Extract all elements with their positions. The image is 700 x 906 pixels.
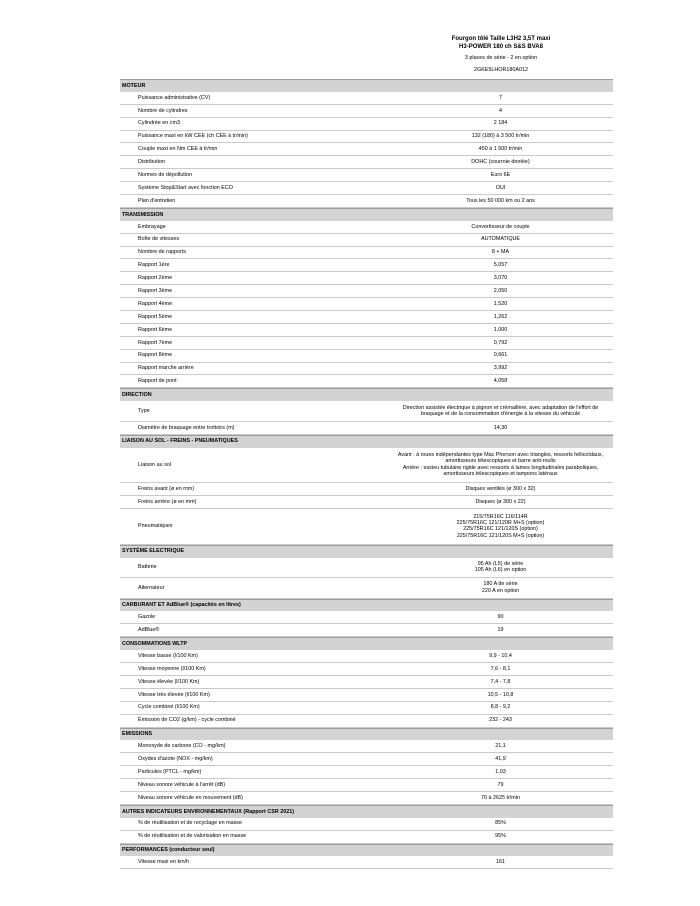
spec-row bbox=[120, 247, 613, 260]
spec-value bbox=[388, 833, 613, 839]
spec-label: Vitesse très élevée (l/100 Km) bbox=[138, 691, 210, 698]
spec-value bbox=[388, 198, 613, 204]
spec-value bbox=[388, 820, 613, 826]
spec-value-line: 7,6 - 8,1 bbox=[490, 665, 511, 672]
spec-label: Freins avant (ø en mm) bbox=[138, 485, 195, 492]
spec-label: Batterie bbox=[138, 564, 157, 571]
section-title: LIAISON AU SOL - FREINS - PNEUMATIQUES bbox=[122, 438, 238, 445]
spec-value bbox=[388, 499, 613, 505]
spec-row bbox=[120, 792, 613, 805]
spec-value-line: 3,070 bbox=[493, 275, 508, 282]
spec-row bbox=[120, 753, 613, 766]
spec-value bbox=[388, 378, 613, 384]
spec-value-line: 8,8 - 9,2 bbox=[490, 704, 511, 711]
spec-row bbox=[120, 779, 613, 792]
spec-value bbox=[388, 486, 613, 492]
spec-value bbox=[388, 405, 613, 418]
spec-row bbox=[120, 702, 613, 715]
spec-value bbox=[388, 859, 613, 865]
section-title: EMISSIONS bbox=[122, 731, 152, 738]
spec-row bbox=[120, 422, 613, 435]
spec-value-line: 2 184 bbox=[493, 120, 508, 127]
spec-row bbox=[120, 558, 613, 579]
spec-value bbox=[388, 704, 613, 710]
spec-row bbox=[120, 363, 613, 376]
spec-row bbox=[120, 578, 613, 599]
spec-value-line: 161 bbox=[496, 859, 505, 866]
spec-row bbox=[120, 624, 613, 637]
spec-value bbox=[388, 146, 613, 152]
spec-value-line: 41,9 bbox=[495, 756, 506, 763]
spec-label: Type bbox=[138, 407, 150, 414]
spec-label: Oxydes d'azote (NOX - mg/km) bbox=[138, 756, 213, 763]
spec-row bbox=[120, 259, 613, 272]
spec-label: Boîte de vitesses bbox=[138, 236, 180, 243]
spec-row bbox=[120, 611, 613, 624]
spec-value bbox=[388, 301, 613, 307]
spec-value-line: 2,050 bbox=[493, 287, 508, 294]
spec-row bbox=[120, 131, 613, 144]
spec-row bbox=[120, 298, 613, 311]
spec-value bbox=[388, 679, 613, 685]
spec-value bbox=[388, 627, 613, 633]
spec-value bbox=[388, 514, 613, 540]
spec-row bbox=[120, 831, 613, 844]
spec-value bbox=[388, 262, 613, 268]
section-title: TRANSMISSION bbox=[122, 211, 164, 218]
spec-value bbox=[388, 365, 613, 371]
spec-value-line: 4,058 bbox=[493, 378, 508, 385]
spec-label: Gazole bbox=[138, 614, 156, 621]
spec-label: Vitesse maxi en km/h bbox=[138, 859, 190, 866]
spec-value-line: DOHC (courroie dentée) bbox=[471, 159, 530, 166]
spec-value bbox=[388, 108, 613, 114]
spec-value-line: 232 - 243 bbox=[489, 717, 512, 724]
spec-row bbox=[120, 483, 613, 496]
spec-row bbox=[120, 337, 613, 350]
section-title: AUTRES INDICATEURS ENVIRONNEMENTAUX (Rapport CSR 2021) bbox=[122, 808, 295, 815]
spec-value-line: 225/75R16C 121/120S (option) bbox=[463, 526, 538, 533]
spec-value-line: Disques (ø 300 x 22) bbox=[475, 498, 526, 505]
spec-value-line: 1,520 bbox=[493, 300, 508, 307]
spec-label: Rapport 4ème bbox=[138, 300, 173, 307]
spec-value-line: 95 Ah (L5) de série bbox=[477, 560, 524, 567]
spec-value bbox=[388, 352, 613, 358]
document-header bbox=[388, 35, 614, 74]
section-header bbox=[120, 728, 613, 741]
spec-value-line: 5,057 bbox=[493, 262, 508, 269]
section-header bbox=[120, 79, 613, 92]
section-header bbox=[120, 545, 613, 558]
spec-value-line: 3,992 bbox=[493, 365, 508, 372]
spec-label: Rapport de pont bbox=[138, 378, 177, 385]
spec-value bbox=[388, 769, 613, 775]
section-header bbox=[120, 388, 613, 401]
spec-label: Monoxyde de carbone (CO - mg/km) bbox=[138, 743, 226, 750]
spec-value-line: 90 bbox=[497, 614, 504, 621]
spec-value bbox=[388, 666, 613, 672]
spec-value-line: 0,792 bbox=[493, 339, 508, 346]
spec-row bbox=[120, 448, 613, 484]
spec-label: Rapport 7ème bbox=[138, 339, 173, 346]
spec-row bbox=[120, 221, 613, 234]
section-title: PERFORMANCES (conducteur seul) bbox=[122, 847, 215, 854]
spec-row bbox=[120, 311, 613, 324]
spec-label: Alternateur bbox=[138, 584, 165, 591]
spec-row bbox=[120, 324, 613, 337]
spec-value bbox=[388, 159, 613, 165]
spec-value bbox=[388, 743, 613, 749]
spec-value-line: 220 A en option bbox=[481, 587, 520, 594]
spec-value-line: Avant : à roues indépendantes type Mac Pherson avec triangles, ressorts hélicoïdaux, bbox=[397, 452, 604, 459]
spec-value bbox=[388, 653, 613, 659]
spec-label: Rapport 5ème bbox=[138, 313, 173, 320]
spec-row bbox=[120, 195, 613, 208]
spec-label: Cycle combiné (l/100 Km) bbox=[138, 704, 200, 711]
spec-value-line: braquage et de la consommation d'énergie à la vitesse du véhicule bbox=[420, 411, 581, 418]
spec-row bbox=[120, 234, 613, 247]
spec-value-line: 1,03 bbox=[495, 768, 506, 775]
spec-table bbox=[120, 79, 613, 869]
spec-label: Puissance maxi en kW CEE (ch CEE à tr/min) bbox=[138, 133, 248, 140]
spec-value-line: 105 Ah (L6) en option bbox=[474, 567, 527, 574]
spec-value-line: 85% bbox=[495, 820, 506, 827]
model-title-line2: H3-POWER 180 ch S&S BVA8 bbox=[459, 44, 543, 50]
spec-row bbox=[120, 350, 613, 363]
spec-value-line: 132 (180) à 3 500 tr/min bbox=[471, 133, 530, 140]
spec-row bbox=[120, 156, 613, 169]
spec-row bbox=[120, 375, 613, 388]
spec-label: Pneumatiques bbox=[138, 523, 173, 530]
spec-row bbox=[120, 689, 613, 702]
spec-value-line: 19 bbox=[497, 627, 504, 634]
spec-label: AdBlue® bbox=[138, 627, 160, 634]
spec-value bbox=[388, 249, 613, 255]
spec-row bbox=[120, 182, 613, 195]
spec-value bbox=[388, 172, 613, 178]
section-header bbox=[120, 208, 613, 221]
spec-label: Rapport 3ème bbox=[138, 287, 173, 294]
spec-row bbox=[120, 105, 613, 118]
spec-label: % de réutilisation et de recyclage en masse bbox=[138, 820, 242, 827]
seats-info: 3 places de série - 2 en option bbox=[464, 55, 538, 61]
spec-row bbox=[120, 740, 613, 753]
section-title: DIRECTION bbox=[122, 392, 152, 399]
spec-label: Rapport 6ème bbox=[138, 326, 173, 333]
spec-row bbox=[120, 650, 613, 663]
spec-value bbox=[388, 327, 613, 333]
section-title: CONSOMMATIONS WLTP bbox=[122, 641, 188, 647]
spec-label: Rapport 1ère bbox=[138, 262, 170, 269]
spec-value bbox=[388, 224, 613, 230]
spec-value-line: 1,000 bbox=[493, 326, 508, 333]
spec-value bbox=[388, 717, 613, 723]
spec-value-line: Convertisseur de couple bbox=[471, 223, 530, 230]
spec-label: Rapport marche arrière bbox=[138, 365, 194, 372]
section-title: MOTEUR bbox=[122, 82, 146, 89]
spec-label: Système Stop&Start avec fonction ECO bbox=[138, 184, 233, 191]
spec-value bbox=[388, 782, 613, 788]
spec-value-line: 7,4 - 7,8 bbox=[490, 678, 511, 685]
spec-row bbox=[120, 272, 613, 285]
section-header bbox=[120, 599, 613, 612]
spec-label: Nombre de rapports bbox=[138, 249, 186, 256]
spec-label: Nombre de cylindres bbox=[138, 107, 188, 114]
spec-label: Particules (PTCL - mg/km) bbox=[138, 768, 202, 775]
spec-label: Embrayage bbox=[138, 223, 166, 230]
spec-value-line: 95% bbox=[495, 833, 506, 840]
section-title: SYSTÈME ELECTRIQUE bbox=[122, 548, 185, 555]
spec-value-line: Direction assistée électrique à pignon et crémaillère, avec adaptation de l'effort de bbox=[402, 404, 599, 411]
spec-value-line: 21,1 bbox=[495, 743, 506, 750]
spec-value-line: Tous les 50 000 km ou 2 ans bbox=[466, 197, 535, 204]
spec-value-line: amortisseurs télescopiques et tampons latéraux bbox=[443, 471, 558, 478]
spec-value bbox=[388, 340, 613, 346]
spec-label: Rapport 2ème bbox=[138, 275, 173, 282]
spec-label: Normes de dépollution bbox=[138, 171, 192, 178]
spec-value bbox=[388, 452, 613, 478]
spec-label: Émission de CO2 (g/km) - cycle combiné bbox=[138, 717, 236, 724]
spec-label: Liaison au sol bbox=[138, 461, 171, 468]
spec-label: Freins arrière (ø en mm) bbox=[138, 498, 197, 505]
spec-value-line: 9,9 - 10,4 bbox=[489, 652, 512, 659]
spec-value-line: 8 + MA bbox=[491, 249, 510, 256]
spec-value bbox=[388, 561, 613, 574]
spec-row bbox=[120, 401, 613, 422]
spec-row bbox=[120, 169, 613, 182]
spec-value-line: 79 bbox=[497, 781, 504, 788]
spec-value-line: 7 bbox=[499, 94, 502, 101]
spec-label: Distribution bbox=[138, 159, 165, 166]
spec-value bbox=[388, 288, 613, 294]
spec-row bbox=[120, 92, 613, 105]
spec-label: Couple maxi en Nm CEE à tr/min bbox=[138, 146, 218, 153]
spec-row bbox=[120, 118, 613, 131]
spec-label: % de réutilisation et de valorisation en masse bbox=[138, 833, 247, 840]
model-title-line1: Fourgon tôlé Taille L3H2 3,5T maxi bbox=[451, 36, 551, 42]
spec-label: Plan d'entretien bbox=[138, 197, 176, 204]
spec-row bbox=[120, 818, 613, 831]
spec-value-line: 225/75R16C 121/120R M+S (option) bbox=[456, 519, 545, 526]
spec-label: Niveau sonore véhicule en mouvement (dB) bbox=[138, 794, 243, 801]
spec-value-line: 1,262 bbox=[493, 313, 508, 320]
spec-value bbox=[388, 692, 613, 698]
spec-label: Rapport 8ème bbox=[138, 352, 173, 359]
spec-row bbox=[120, 856, 613, 869]
spec-value-line: Euro 6E bbox=[490, 171, 511, 178]
spec-value bbox=[388, 236, 613, 242]
section-header bbox=[120, 435, 613, 448]
spec-label: Vitesse élevée (l/100 Km) bbox=[138, 678, 200, 685]
spec-row bbox=[120, 663, 613, 676]
spec-value bbox=[388, 133, 613, 139]
spec-value-line: OUI bbox=[495, 184, 506, 191]
spec-value-line: 450 à 1 500 tr/min bbox=[478, 146, 523, 153]
spec-label: Diamètre de braquage entre trottoirs (m) bbox=[138, 424, 235, 431]
spec-value bbox=[388, 314, 613, 320]
spec-value bbox=[388, 425, 613, 431]
spec-value bbox=[388, 120, 613, 126]
spec-value bbox=[388, 581, 613, 594]
spec-value bbox=[388, 275, 613, 281]
spec-row bbox=[120, 509, 613, 545]
spec-row bbox=[120, 766, 613, 779]
spec-value-line: Disques ventilés (ø 300 x 32) bbox=[465, 485, 536, 492]
section-title: CARBURANT ET AdBlue® (capacités en litres) bbox=[122, 602, 241, 609]
spec-value bbox=[388, 614, 613, 620]
spec-value-line: 14,30 bbox=[493, 424, 508, 431]
spec-label: Vitesse basse (l/100 Km) bbox=[138, 652, 198, 659]
spec-value-line: 4 bbox=[499, 107, 502, 114]
version-code: 2GKE5LHOR180A012 bbox=[474, 67, 528, 73]
spec-value-line: Arrière : essieu tubulaire rigide avec ressorts à lames longitudinales paraboliques, bbox=[402, 464, 599, 471]
section-header bbox=[120, 844, 613, 857]
spec-row bbox=[120, 715, 613, 728]
spec-row bbox=[120, 285, 613, 298]
spec-value bbox=[388, 95, 613, 101]
spec-value-line: AUTOMATIQUE bbox=[480, 236, 521, 243]
spec-row bbox=[120, 676, 613, 689]
spec-label: Niveau sonore véhicule à l'arrêt (dB) bbox=[138, 781, 226, 788]
spec-value-line: 215/75R16C 116/114R bbox=[473, 513, 528, 520]
spec-value bbox=[388, 185, 613, 191]
spec-value-line: 225/75R16C 121/120S M+S (option) bbox=[456, 532, 545, 539]
spec-label: Cylindrée en cm3 bbox=[138, 120, 180, 127]
spec-value bbox=[388, 795, 613, 801]
section-header bbox=[120, 805, 613, 818]
section-header bbox=[120, 637, 613, 650]
spec-value-line: amortisseurs télescopiques et barre anti-roulis bbox=[445, 458, 556, 465]
spec-row bbox=[120, 496, 613, 509]
spec-label: Vitesse moyenne (l/100 Km) bbox=[138, 665, 206, 672]
spec-value-line: 0,661 bbox=[493, 352, 508, 359]
spec-value-line: 10,5 - 10,8 bbox=[487, 691, 514, 698]
spec-label: Puissance administrative (CV) bbox=[138, 94, 211, 101]
spec-row bbox=[120, 143, 613, 156]
spec-value-line: 70 à 2625 tr/min bbox=[481, 794, 520, 801]
spec-value-line: 180 A de série bbox=[483, 581, 518, 588]
spec-value bbox=[388, 756, 613, 762]
